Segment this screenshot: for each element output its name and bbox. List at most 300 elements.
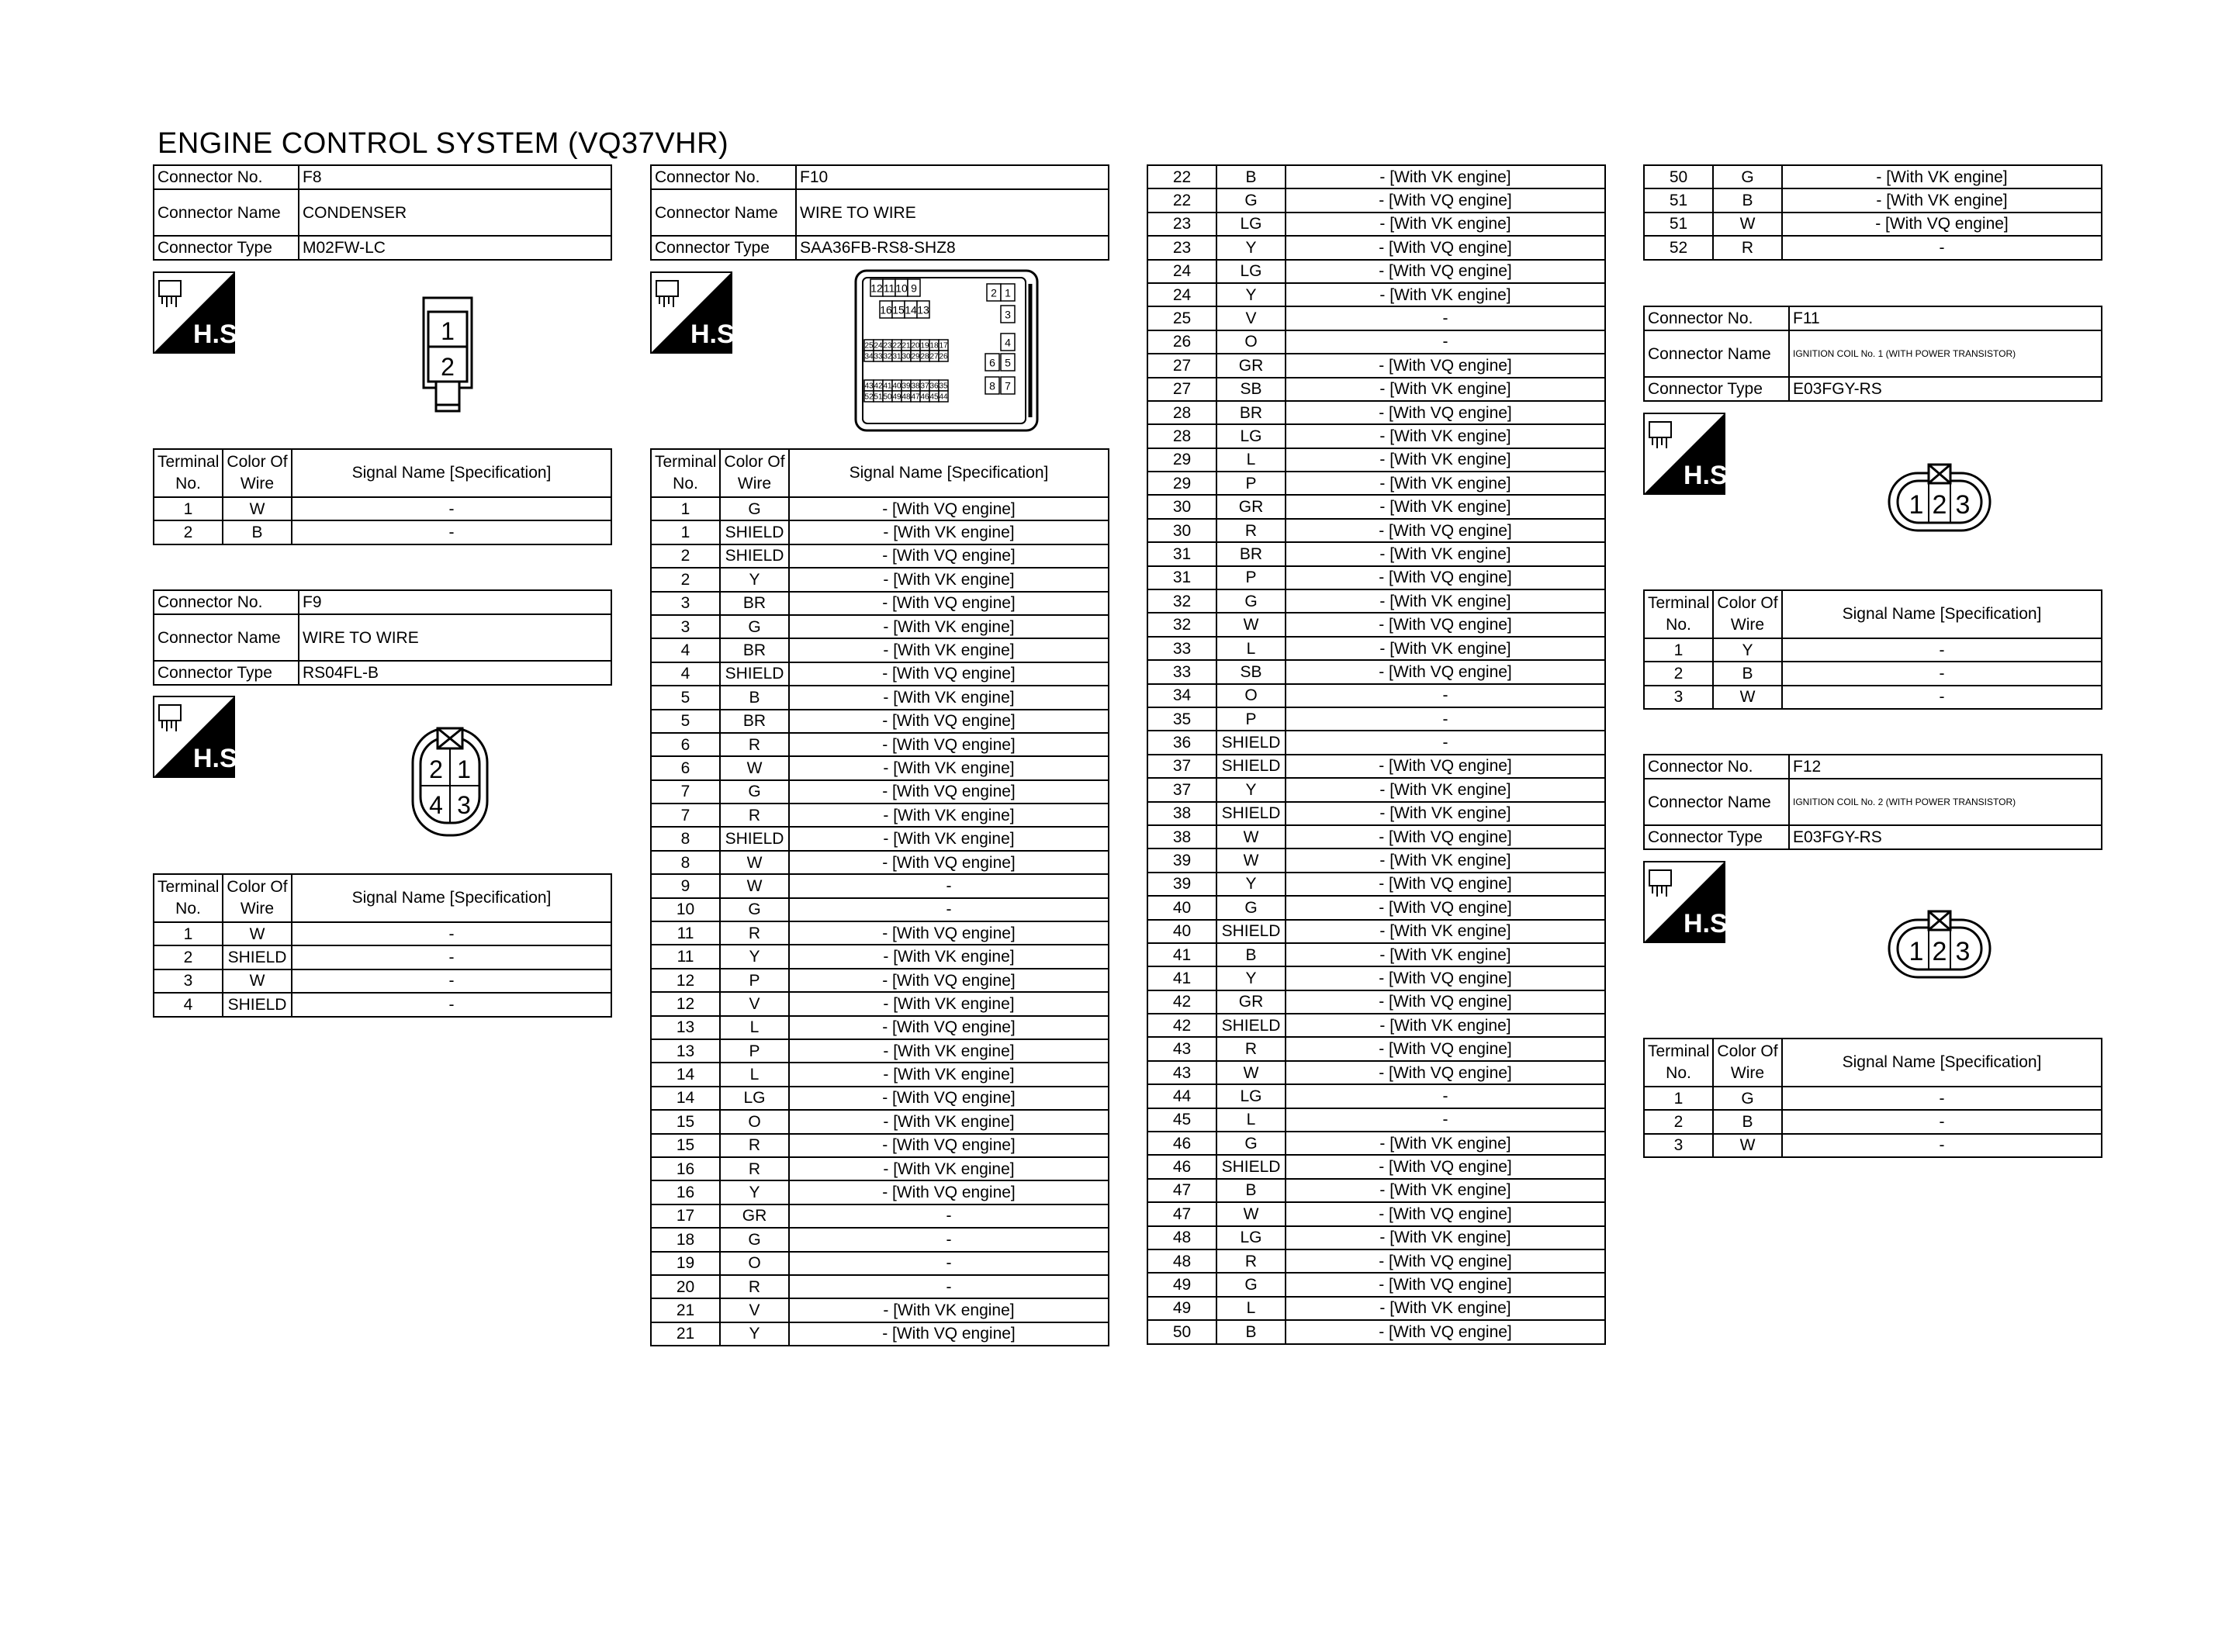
f10-pin-label: 36 <box>929 382 939 391</box>
wire-color-cell: W <box>1216 1202 1286 1225</box>
signal-name-cell: - [With VK engine] <box>1286 448 1605 472</box>
f9-pin-1: 1 <box>457 755 471 783</box>
harness-side-icon <box>1643 861 1735 943</box>
wire-color-cell: O <box>720 1252 789 1275</box>
wire-color-cell: P <box>720 1039 789 1063</box>
f8-connector-face <box>422 295 473 413</box>
page-title: ENGINE CONTROL SYSTEM (VQ37VHR) <box>157 127 729 160</box>
f10-info <box>650 164 1109 261</box>
table-row <box>651 638 1109 662</box>
connector-name-label: Connector Name <box>1644 779 1789 825</box>
signal-name-cell: - [With VK engine] <box>1286 213 1605 236</box>
wire-color-cell: Y <box>1216 873 1286 896</box>
wire-color-cell: G <box>1713 165 1782 188</box>
terminal-no-header: Terminal No. <box>1644 1039 1713 1087</box>
wire-color-cell: LG <box>1216 260 1286 283</box>
f10-pin-label: 20 <box>911 341 920 351</box>
signal-name-header: Signal Name [Specification] <box>789 449 1109 497</box>
signal-name-cell: - [With VQ engine] <box>1286 519 1605 542</box>
table-row <box>1147 707 1605 731</box>
terminal-no-cell: 33 <box>1147 637 1216 660</box>
table-row <box>1147 731 1605 754</box>
terminal-no-cell: 22 <box>1147 165 1216 188</box>
table-row <box>651 804 1109 827</box>
wire-color-cell: SHIELD <box>223 993 292 1016</box>
wire-color-cell: G <box>1216 589 1286 613</box>
wire-color-cell: G <box>720 898 789 921</box>
f10-pin-label: 24 <box>874 341 883 351</box>
wire-color-cell: B <box>223 520 292 544</box>
terminal-no-cell: 41 <box>1147 966 1216 990</box>
signal-name-cell: - [With VQ engine] <box>1286 873 1605 896</box>
signal-name-cell: - [With VQ engine] <box>1286 1061 1605 1084</box>
signal-name-cell: - <box>1782 686 2102 709</box>
signal-name-cell: - [With VK engine] <box>1286 637 1605 660</box>
terminal-no-cell: 34 <box>1147 684 1216 707</box>
f10-pin-label: 11 <box>883 282 895 295</box>
f8-pin-table <box>153 448 612 545</box>
wire-color-cell: G <box>720 780 789 804</box>
table-row <box>1147 848 1605 872</box>
signal-name-cell: - [With VQ engine] <box>1286 755 1605 778</box>
terminal-no-cell: 2 <box>651 568 720 591</box>
signal-name-cell: - [With VQ engine] <box>789 662 1109 686</box>
terminal-no-cell: 32 <box>1147 613 1216 636</box>
table-row <box>651 1252 1109 1275</box>
wire-color-cell: BR <box>720 710 789 733</box>
table-row <box>651 874 1109 897</box>
f12-connector-face <box>1887 909 1992 980</box>
terminal-no-cell: 39 <box>1147 873 1216 896</box>
signal-name-cell: - [With VQ engine] <box>789 1134 1109 1157</box>
wire-color-cell: R <box>720 804 789 827</box>
terminal-no-cell: 30 <box>1147 519 1216 542</box>
table-row <box>651 1087 1109 1110</box>
f8-pin-2: 2 <box>441 353 455 381</box>
table-row <box>1147 448 1605 472</box>
wire-color-cell: W <box>223 969 292 993</box>
table-row <box>651 945 1109 968</box>
wire-color-cell: LG <box>720 1087 789 1110</box>
f10-pin-label: 28 <box>920 352 929 361</box>
signal-name-cell: - [With VQ engine] <box>1286 990 1605 1014</box>
connector-no-label: Connector No. <box>154 165 299 189</box>
signal-name-cell: - [With VQ engine] <box>1286 1249 1605 1273</box>
f10-pin-label: 13 <box>917 303 929 316</box>
wire-color-cell: SHIELD <box>1216 920 1286 943</box>
terminal-no-header: Terminal No. <box>651 449 720 497</box>
table-row <box>154 993 611 1016</box>
table-row <box>1644 1087 2102 1110</box>
wire-color-cell: G <box>720 615 789 638</box>
table-row <box>1147 1037 1605 1060</box>
signal-name-cell: - [With VK engine] <box>1286 495 1605 518</box>
wire-color-cell: P <box>1216 566 1286 589</box>
connector-no-value: F9 <box>299 590 611 614</box>
f9-pin-table <box>153 873 612 1018</box>
wire-color-cell: O <box>1216 330 1286 354</box>
wire-color-cell: G <box>720 1228 789 1251</box>
signal-name-cell: - <box>1782 638 2102 662</box>
table-row <box>1147 472 1605 495</box>
table-row <box>651 827 1109 850</box>
wire-color-cell: O <box>1216 684 1286 707</box>
table-row <box>1147 920 1605 943</box>
terminal-no-cell: 1 <box>154 922 223 945</box>
table-row <box>1147 589 1605 613</box>
wire-color-cell: SHIELD <box>720 827 789 850</box>
connector-no-value: F8 <box>299 165 611 189</box>
terminal-no-cell: 27 <box>1147 378 1216 401</box>
terminal-no-cell: 38 <box>1147 825 1216 848</box>
terminal-no-cell: 48 <box>1147 1226 1216 1249</box>
signal-name-cell: - [With VK engine] <box>1286 802 1605 825</box>
wire-color-cell: BR <box>1216 401 1286 424</box>
terminal-no-cell: 2 <box>651 544 720 568</box>
table-row <box>651 1063 1109 1086</box>
signal-name-cell: - <box>292 945 611 969</box>
terminal-no-cell: 13 <box>651 1016 720 1039</box>
signal-name-cell: - <box>1286 330 1605 354</box>
wire-color-cell: B <box>1713 1110 1782 1133</box>
table-row <box>154 497 611 520</box>
wire-color-cell: GR <box>1216 354 1286 377</box>
terminal-no-cell: 23 <box>1147 213 1216 236</box>
wire-color-cell: G <box>1216 896 1286 919</box>
wire-color-cell: SB <box>1216 378 1286 401</box>
f10-pin-label: 16 <box>880 303 892 316</box>
terminal-no-cell: 39 <box>1147 848 1216 872</box>
wire-color-cell: GR <box>1216 495 1286 518</box>
wire-color-cell: Y <box>720 945 789 968</box>
table-row <box>1147 236 1605 259</box>
terminal-no-cell: 3 <box>651 615 720 638</box>
terminal-no-cell: 6 <box>651 756 720 779</box>
table-row <box>651 1180 1109 1204</box>
f10-pin-label: 44 <box>939 392 948 402</box>
f10-pin-label: 39 <box>901 382 911 391</box>
signal-name-cell: - [With VK engine] <box>789 804 1109 827</box>
table-row <box>651 1134 1109 1157</box>
signal-name-cell: - [With VQ engine] <box>789 592 1109 615</box>
wire-color-cell: SHIELD <box>720 520 789 544</box>
wire-color-cell: P <box>1216 707 1286 731</box>
wire-color-cell: P <box>720 969 789 992</box>
table-row <box>651 921 1109 945</box>
table-row <box>1147 1320 1605 1343</box>
table-row <box>1147 825 1605 848</box>
f10-pin-label: 22 <box>892 341 901 351</box>
harness-side-icon <box>650 271 742 354</box>
table-row <box>651 992 1109 1015</box>
signal-name-cell: - [With VQ engine] <box>1286 566 1605 589</box>
table-row <box>651 497 1109 520</box>
f10-pin-label: 37 <box>920 382 929 391</box>
wire-color-cell: LG <box>1216 213 1286 236</box>
terminal-no-cell: 38 <box>1147 802 1216 825</box>
terminal-no-cell: 9 <box>651 874 720 897</box>
table-row <box>1147 1202 1605 1225</box>
terminal-no-cell: 46 <box>1147 1155 1216 1178</box>
signal-name-cell: - <box>292 969 611 993</box>
wire-color-header: Color Of Wire <box>1713 1039 1782 1087</box>
wire-color-cell: V <box>1216 306 1286 330</box>
wire-color-cell: G <box>1713 1087 1782 1110</box>
wire-color-cell: V <box>720 992 789 1015</box>
f10-pin-label: 30 <box>901 352 911 361</box>
wire-color-cell: R <box>1216 1037 1286 1060</box>
signal-name-cell: - [With VQ engine] <box>1286 660 1605 683</box>
wire-color-cell: L <box>1216 1108 1286 1132</box>
table-row <box>651 615 1109 638</box>
terminal-no-cell: 6 <box>651 733 720 756</box>
connector-type-label: Connector Type <box>651 236 796 260</box>
table-row <box>651 592 1109 615</box>
f10-pin-label: 23 <box>883 341 892 351</box>
wire-color-cell: SHIELD <box>720 544 789 568</box>
table-row <box>1147 1179 1605 1202</box>
wire-color-cell: SHIELD <box>1216 1155 1286 1178</box>
terminal-no-cell: 1 <box>1644 1087 1713 1110</box>
table-row <box>1147 566 1605 589</box>
f11-pin-2: 2 <box>1932 490 1947 520</box>
terminal-no-cell: 45 <box>1147 1108 1216 1132</box>
wire-color-cell: B <box>1216 943 1286 966</box>
wire-color-cell: R <box>720 1134 789 1157</box>
f10-pin-label: 34 <box>864 352 874 361</box>
f10-pin-label: 18 <box>929 341 939 351</box>
signal-name-cell: - [With VK engine] <box>789 520 1109 544</box>
f10-pin-label: 21 <box>901 341 911 351</box>
f10-pin-label: 48 <box>901 392 911 402</box>
table-row <box>651 544 1109 568</box>
wire-color-cell: O <box>720 1110 789 1133</box>
wire-color-cell: SHIELD <box>1216 1014 1286 1037</box>
table-row <box>651 1016 1109 1039</box>
f10-pin-label: 40 <box>892 382 901 391</box>
terminal-no-cell: 21 <box>651 1322 720 1346</box>
terminal-no-cell: 8 <box>651 827 720 850</box>
wire-color-cell: W <box>223 497 292 520</box>
terminal-no-cell: 40 <box>1147 896 1216 919</box>
wire-color-cell: BR <box>720 638 789 662</box>
table-row <box>651 756 1109 779</box>
terminal-no-cell: 29 <box>1147 448 1216 472</box>
terminal-no-cell: 48 <box>1147 1249 1216 1273</box>
wire-color-header: Color Of Wire <box>223 449 292 497</box>
signal-name-cell: - [With VQ engine] <box>789 921 1109 945</box>
wire-color-cell: W <box>1713 213 1782 236</box>
signal-name-cell: - <box>1782 662 2102 685</box>
f12-pin-table <box>1643 1038 2102 1158</box>
table-row <box>1147 330 1605 354</box>
signal-name-cell: - <box>789 1228 1109 1251</box>
table-row <box>1644 236 2102 259</box>
table-row <box>1147 1249 1605 1273</box>
wire-color-cell: W <box>720 756 789 779</box>
terminal-no-cell: 12 <box>651 969 720 992</box>
terminal-no-cell: 28 <box>1147 401 1216 424</box>
table-row <box>1147 519 1605 542</box>
signal-name-cell: - [With VQ engine] <box>1286 825 1605 848</box>
table-row <box>1147 213 1605 236</box>
connector-name-label: Connector Name <box>1644 330 1789 377</box>
terminal-no-cell: 24 <box>1147 260 1216 283</box>
terminal-no-cell: 36 <box>1147 731 1216 754</box>
terminal-no-cell: 49 <box>1147 1297 1216 1320</box>
signal-name-cell: - <box>1286 1084 1605 1108</box>
connector-type-value: E03FGY-RS <box>1789 825 2102 849</box>
hs-label: H.S. <box>193 744 245 773</box>
signal-name-cell: - [With VK engine] <box>1286 165 1605 188</box>
signal-name-cell: - <box>1286 306 1605 330</box>
wire-color-cell: R <box>1216 1249 1286 1273</box>
table-row <box>1147 1273 1605 1296</box>
signal-name-cell: - <box>1782 236 2102 259</box>
wire-color-cell: LG <box>1216 424 1286 448</box>
f10-pin-label: 25 <box>864 341 874 351</box>
signal-name-cell: - [With VQ engine] <box>789 1087 1109 1110</box>
table-row <box>651 1322 1109 1346</box>
terminal-no-cell: 50 <box>1147 1320 1216 1343</box>
f10-pin-label: 29 <box>911 352 920 361</box>
wire-color-cell: Y <box>720 1322 789 1346</box>
signal-name-cell: - <box>1782 1134 2102 1157</box>
wire-color-cell: R <box>1713 236 1782 259</box>
signal-name-cell: - [With VK engine] <box>789 945 1109 968</box>
wire-color-cell: BR <box>720 592 789 615</box>
f9-pin-3: 3 <box>457 791 471 819</box>
terminal-no-cell: 43 <box>1147 1037 1216 1060</box>
f10-pin-label: 46 <box>920 392 929 402</box>
terminal-no-cell: 18 <box>651 1228 720 1251</box>
f10-pin-label: 38 <box>911 382 920 391</box>
wire-color-cell: LG <box>1216 1226 1286 1249</box>
wire-color-cell: Y <box>1216 966 1286 990</box>
signal-name-cell: - <box>789 1204 1109 1228</box>
terminal-no-cell: 51 <box>1644 188 1713 212</box>
table-row <box>154 969 611 993</box>
connector-type-label: Connector Type <box>1644 825 1789 849</box>
table-row <box>651 1204 1109 1228</box>
table-row <box>1147 283 1605 306</box>
terminal-no-cell: 1 <box>154 497 223 520</box>
wire-color-cell: W <box>1216 825 1286 848</box>
signal-name-cell: - <box>1286 707 1605 731</box>
wire-color-cell: R <box>720 733 789 756</box>
table-row <box>1147 943 1605 966</box>
terminal-no-cell: 2 <box>154 520 223 544</box>
signal-name-cell: - [With VK engine] <box>1286 920 1605 943</box>
connector-no-value: F11 <box>1789 306 2102 330</box>
wire-color-cell: R <box>720 1275 789 1298</box>
signal-name-cell: - [With VK engine] <box>789 686 1109 709</box>
f10-pin-label: 31 <box>892 352 901 361</box>
table-row <box>1644 1110 2102 1133</box>
f10-pin-label: 51 <box>874 392 883 402</box>
terminal-no-cell: 21 <box>651 1298 720 1322</box>
terminal-no-cell: 3 <box>1644 686 1713 709</box>
f8-info <box>153 164 612 261</box>
wire-color-cell: G <box>1216 188 1286 212</box>
table-row <box>1644 638 2102 662</box>
terminal-no-cell: 2 <box>1644 662 1713 685</box>
terminal-no-cell: 44 <box>1147 1084 1216 1108</box>
f11-pin-1: 1 <box>1909 490 1924 520</box>
f8-pin-1: 1 <box>441 317 455 345</box>
table-row <box>1147 495 1605 518</box>
signal-name-cell: - [With VK engine] <box>789 638 1109 662</box>
signal-name-cell: - [With VK engine] <box>1286 378 1605 401</box>
f12-pin-2: 2 <box>1932 937 1947 966</box>
wire-color-cell: Y <box>1216 283 1286 306</box>
table-row <box>1147 966 1605 990</box>
terminal-no-cell: 46 <box>1147 1132 1216 1155</box>
signal-name-cell: - [With VK engine] <box>789 827 1109 850</box>
signal-name-cell: - [With VQ engine] <box>789 1016 1109 1039</box>
wire-color-cell: V <box>720 1298 789 1322</box>
signal-name-cell: - [With VK engine] <box>789 1157 1109 1180</box>
table-row <box>1147 896 1605 919</box>
f9-connector-face <box>410 725 490 838</box>
signal-name-cell: - <box>1286 684 1605 707</box>
table-row <box>1147 613 1605 636</box>
f11-pin-table <box>1643 589 2102 710</box>
signal-name-cell: - [With VK engine] <box>1286 472 1605 495</box>
terminal-no-cell: 1 <box>651 497 720 520</box>
terminal-no-cell: 5 <box>651 686 720 709</box>
wire-color-cell: Y <box>720 1180 789 1204</box>
wire-color-cell: P <box>1216 472 1286 495</box>
f10-pin-label: 8 <box>989 379 995 392</box>
signal-name-cell: - [With VK engine] <box>789 1298 1109 1322</box>
connector-name-label: Connector Name <box>154 189 299 236</box>
wire-color-cell: W <box>1713 1134 1782 1157</box>
table-row <box>1147 802 1605 825</box>
terminal-no-cell: 20 <box>651 1275 720 1298</box>
f10-pin-label: 4 <box>1005 336 1011 349</box>
f10-pin-label: 15 <box>892 303 905 316</box>
f10-pin-label: 43 <box>864 382 874 391</box>
f10-pin-label: 42 <box>874 382 883 391</box>
terminal-no-cell: 23 <box>1147 236 1216 259</box>
table-row <box>1644 188 2102 212</box>
f10-pin-label: 45 <box>929 392 939 402</box>
f10-pin-label: 9 <box>911 282 917 295</box>
signal-name-cell: - [With VQ engine] <box>1286 260 1605 283</box>
terminal-no-cell: 25 <box>1147 306 1216 330</box>
terminal-no-cell: 40 <box>1147 920 1216 943</box>
f12-info <box>1643 754 2102 850</box>
terminal-no-cell: 24 <box>1147 283 1216 306</box>
connector-type-value: M02FW-LC <box>299 236 611 260</box>
signal-name-cell: - [With VQ engine] <box>1286 354 1605 377</box>
terminal-no-header: Terminal No. <box>1644 590 1713 638</box>
terminal-no-cell: 42 <box>1147 990 1216 1014</box>
f10-pin-label: 32 <box>883 352 892 361</box>
table-row <box>1147 354 1605 377</box>
signal-name-cell: - [With VQ engine] <box>1782 213 2102 236</box>
wire-color-header: Color Of Wire <box>223 874 292 922</box>
f10-pin-label: 26 <box>939 352 948 361</box>
f10-pin-label: 1 <box>1005 286 1011 299</box>
wire-color-cell: B <box>1713 662 1782 685</box>
table-row <box>1147 165 1605 188</box>
terminal-no-cell: 4 <box>154 993 223 1016</box>
terminal-no-cell: 2 <box>154 945 223 969</box>
wire-color-cell: SHIELD <box>223 945 292 969</box>
table-row <box>651 1275 1109 1298</box>
